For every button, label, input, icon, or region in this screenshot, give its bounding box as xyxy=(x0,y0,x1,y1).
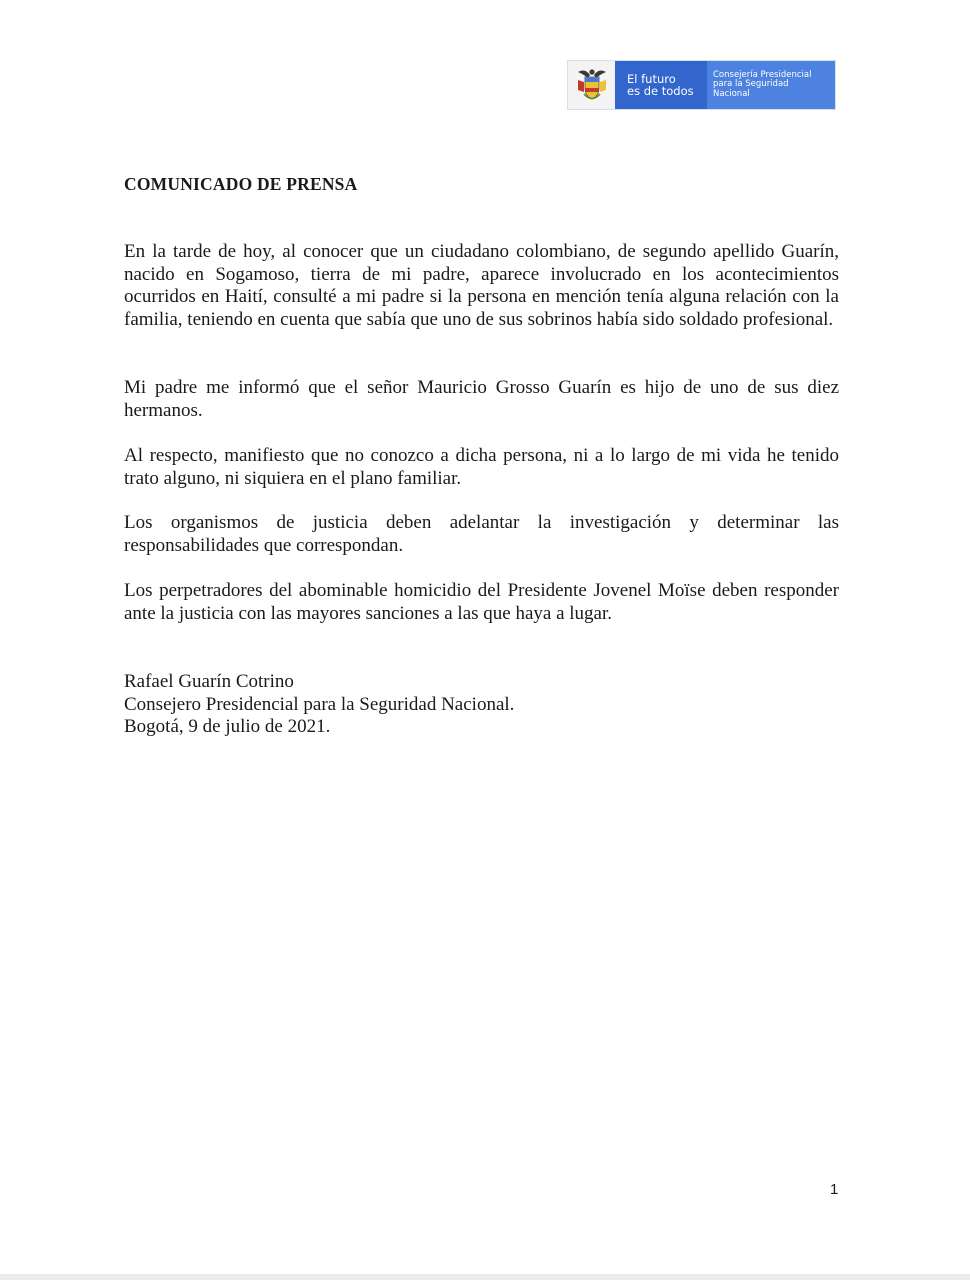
paragraph-3: Al respecto, manifiesto que no conozco a dicha persona, ni a lo largo de mi vida he tenido trato alguno, ni siquiera en el plano familiar. xyxy=(124,445,839,489)
signature-block xyxy=(124,671,514,739)
header-logo xyxy=(568,61,835,109)
page-bottom-edge xyxy=(0,1274,970,1280)
logo-entity-line1: Consejería Presidencial xyxy=(713,69,812,80)
logo-slogan-line2: es de todos xyxy=(627,84,694,98)
paragraph-5: Los perpetradores del abominable homicidio del Presidente Jovenel Moïse deben responder ante la justicia con las mayores sanciones a las que haya a lugar. xyxy=(124,580,839,624)
coat-of-arms-icon xyxy=(568,61,615,109)
signer-name: Rafael Guarín Cotrino xyxy=(124,671,294,692)
logo-slogan-line1: El futuro xyxy=(627,72,676,86)
place-date: Bogotá, 9 de julio de 2021. xyxy=(124,716,331,738)
logo-slogan xyxy=(615,61,707,109)
logo-entity-line3: Nacional xyxy=(713,88,750,99)
document-title: COMUNICADO DE PRENSA xyxy=(124,174,358,194)
paragraph-4: Los organismos de justicia deben adelantar la investigación y determinar las responsabilidades que correspondan. xyxy=(124,512,839,556)
page-number: 1 xyxy=(830,1181,839,1198)
signer-position: Consejero Presidencial para la Seguridad Nacional. xyxy=(124,693,515,715)
paragraph-1: En la tarde de hoy, al conocer que un ciudadano colombiano, de segundo apellido Guarín, nacido en Sogamoso, tierra de mi padre, aparece involucrado en los acontecimientos ocurridos en Haití, consulté a mi padre si la persona en mención tenía alguna relación con la familia, teniendo en cuenta que sabía que uno de sus sobrinos había sido soldado profesional. xyxy=(124,241,839,330)
logo-entity-line2: para la Seguridad xyxy=(713,79,789,90)
logo-entity-name xyxy=(707,61,835,109)
paragraph-2: Mi padre me informó que el señor Mauricio Grosso Guarín es hijo de uno de sus diez hermanos. xyxy=(124,377,839,421)
